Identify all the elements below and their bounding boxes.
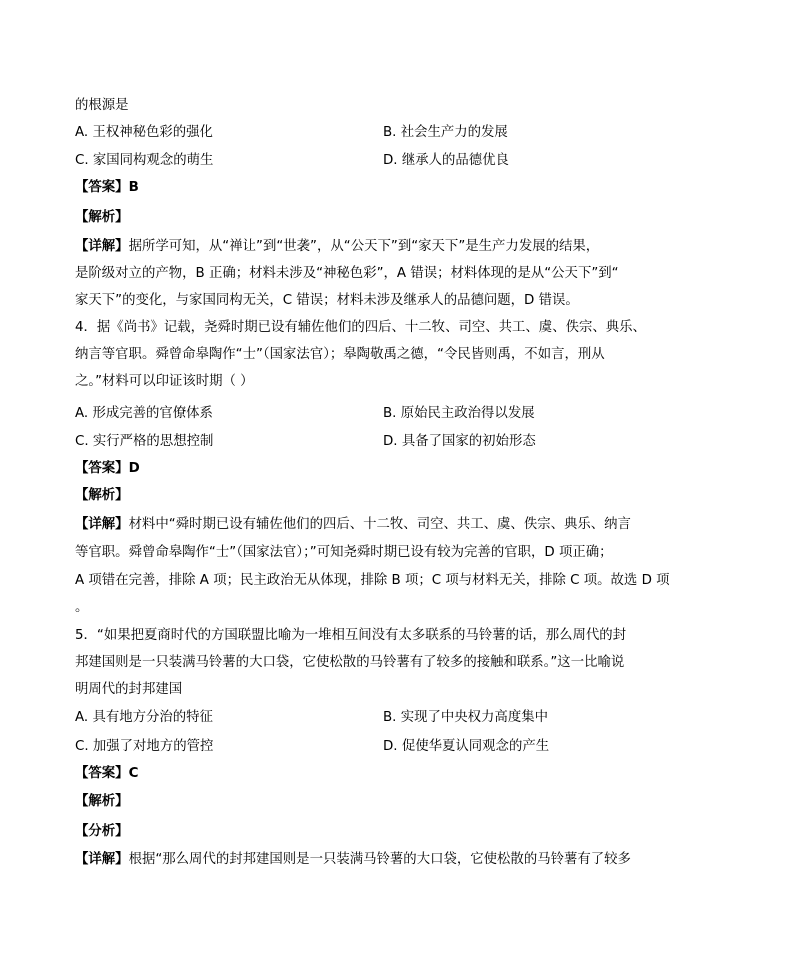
- q4-detail-line-2: 等官职。舜曾命皋陶作“士”（国家法官）；”可知尧舜时期已设有较为完善的官职，D 项正确；: [75, 545, 613, 560]
- q5-option-b: B. 实现了中央权力高度集中: [383, 710, 548, 725]
- detail-text: 根据“那么周代的封邦建国则是一只装满马铃薯的大口袋，它使松散的马铃薯有了较多: [128, 852, 631, 867]
- q4-stem-line-1: 4．据《尚书》记载，尧舜时期已设有辅佐他们的四后、十二牧、司空、共工、虞、佚宗、典乐、: [75, 320, 646, 335]
- q4-analysis: [75, 486, 715, 506]
- q4-detail-line-4: 。: [75, 600, 89, 615]
- fenxi-label: 【分析】: [75, 824, 129, 839]
- q4-detail-line-3: A 项错在完善，排除 A 项；民主政治无从体现，排除 B 项；C 项与材料无关，排除 C 项。故选 D 项: [75, 573, 670, 588]
- analysis-label: 【解析】: [75, 488, 129, 503]
- answer-label: 【答案】: [75, 180, 129, 195]
- detail-label: 【详解】: [75, 517, 129, 532]
- q5-option-a: A. 具有地方分治的特征: [75, 710, 213, 725]
- q3-detail-line-2: 是阶级对立的产物，B 正确；材料未涉及“神秘色彩”，A 错误；材料体现的是从“公天下”到“: [75, 266, 619, 281]
- q3-answer: [75, 178, 715, 198]
- q3-option-a: A. 王权神秘色彩的强化: [75, 125, 213, 140]
- q5-option-c: C. 加强了对地方的管控: [75, 739, 214, 754]
- q4-detail-line-1: [75, 515, 715, 535]
- q5-analysis: [75, 792, 715, 812]
- q5-fenxi: [75, 822, 715, 842]
- q4-answer: [75, 459, 715, 479]
- q3-option-c: C. 家国同构观念的萌生: [75, 153, 214, 168]
- analysis-label: 【解析】: [75, 794, 129, 809]
- q3-analysis: [75, 208, 715, 228]
- answer-value: B: [128, 180, 139, 195]
- detail-label: 【详解】: [75, 239, 129, 254]
- q5-stem-line-2: 邦建国则是一只装满马铃薯的大口袋，它使松散的马铃薯有了较多的接触和联系。”这一比喻说: [75, 655, 625, 670]
- q5-detail-line-1: [75, 850, 715, 870]
- analysis-label: 【解析】: [75, 210, 129, 225]
- q3-detail-line-3: 家天下”的变化，与家国同构无关，C 错误；材料未涉及继承人的品德问题，D 错误。: [75, 293, 579, 308]
- q4-option-d: D. 具备了国家的初始形态: [383, 434, 536, 449]
- q4-option-b: B. 原始民主政治得以发展: [383, 406, 535, 421]
- q3-option-d: D. 继承人的品德优良: [383, 153, 509, 168]
- q5-stem-line-3: 明周代的封邦建国: [75, 682, 183, 697]
- q4-option-a: A. 形成完善的官僚体系: [75, 406, 213, 421]
- detail-text: 材料中“舜时期已设有辅佐他们的四后、十二牧、司空、共工、虞、佚宗、典乐、纳言: [128, 517, 631, 532]
- q3-stem-tail: 的根源是: [75, 98, 129, 113]
- q4-stem-line-2: 纳言等官职。舜曾命皋陶作“士”（国家法官）；皋陶敬禹之德，“令民皆则禹，不如言，刑从: [75, 347, 605, 362]
- q5-stem-line-1: 5．“如果把夏商时代的方国联盟比喻为一堆相互间没有太多联系的马铃薯的话，那么周代的封: [75, 628, 627, 643]
- answer-value: D: [128, 461, 140, 476]
- answer-label: 【答案】: [75, 461, 129, 476]
- answer-value: C: [128, 766, 139, 781]
- answer-label: 【答案】: [75, 766, 129, 781]
- q4-option-c: C. 实行严格的思想控制: [75, 434, 214, 449]
- q3-detail-line-1: [75, 237, 715, 257]
- q5-option-d: D. 促使华夏认同观念的产生: [383, 739, 550, 754]
- q3-option-b: B. 社会生产力的发展: [383, 125, 508, 140]
- q4-stem-line-3: 之。”材料可以印证该时期（ ）: [75, 374, 254, 389]
- detail-label: 【详解】: [75, 852, 129, 867]
- detail-text: 据所学可知，从“禅让”到“世袭”，从“公天下”到“家天下”是生产力发展的结果，: [128, 239, 600, 254]
- q5-answer: [75, 764, 715, 784]
